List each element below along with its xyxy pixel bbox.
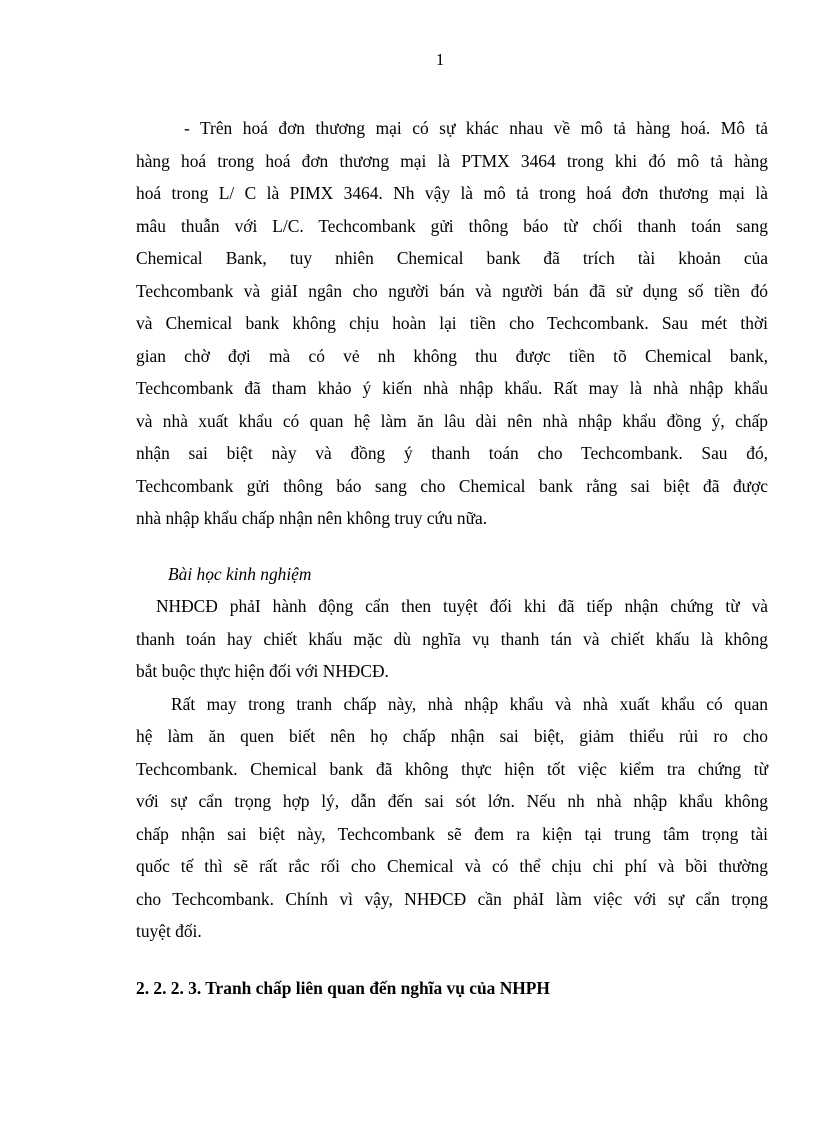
text-line: hệ làm ăn quen biết nên họ chấp nhận sai biệt, giảm thiểu rủi ro cho bbox=[136, 726, 768, 746]
text-line: hoá trong L/ C là PIMX 3464. Nh vậy là mô tả trong hoá đơn thương mại là bbox=[136, 183, 768, 203]
text-line: bắt buộc thực hiện đối với NHĐCĐ. bbox=[136, 661, 389, 681]
text-line: hàng hoá trong hoá đơn thương mại là PTMX 3464 trong khi đó mô tả hàng bbox=[136, 150, 768, 171]
text-line: gian chờ đợi mà có vẻ nh không thu được tiền tõ Chemical bank, bbox=[136, 345, 768, 366]
section-heading: 2. 2. 2. 3. Tranh chấp liên quan đến nghĩa vụ của NHPH bbox=[136, 977, 550, 998]
text-line: nhận sai biệt này và đồng ý thanh toán cho Techcombank. Sau đó, bbox=[136, 443, 768, 463]
text-line: - Trên hoá đơn thương mại có sự khác nhau về mô tả hàng hoá. Mô tả bbox=[184, 118, 768, 138]
text-line: thanh toán hay chiết khấu mặc dù nghĩa vụ thanh tán và chiết khấu là không bbox=[136, 628, 768, 649]
paragraph-invoice-discrepancy bbox=[136, 112, 768, 535]
text-line: NHĐCĐ phảI hành động cẩn then tuyệt đối khi đã tiếp nhận chứng từ và bbox=[156, 596, 768, 616]
document-body bbox=[136, 112, 768, 1004]
text-line: với sự cẩn trọng hợp lý, dẫn đến sai sót lớn. Nếu nh nhà nhập khẩu không bbox=[136, 791, 768, 811]
lesson-heading: Bài học kinh nghiệm bbox=[168, 563, 312, 584]
text-line: tuyệt đối. bbox=[136, 921, 202, 941]
text-line: mâu thuẫn với L/C. Techcombank gửi thông báo từ chối thanh toán sang bbox=[136, 215, 768, 236]
page-number: 1 bbox=[435, 50, 445, 69]
text-line: cho Techcombank. Chính vì vậy, NHĐCĐ cần phảI làm việc với sự cẩn trọng bbox=[136, 888, 768, 909]
text-line: quốc tế thì sẽ rất rắc rối cho Chemical và có thể chịu chi phí và bồi thường bbox=[136, 856, 768, 876]
text-line: Techcombank. Chemical bank đã không thực hiện tốt việc kiểm tra chứng từ bbox=[136, 758, 768, 779]
paragraph-lesson-1 bbox=[136, 590, 768, 688]
text-line: nhà nhập khẩu chấp nhận nên không truy cứu nữa. bbox=[136, 508, 488, 528]
text-line: Chemical Bank, tuy nhiên Chemical bank đã trích tài khoản của bbox=[136, 248, 768, 268]
text-line: Techcombank và giảI ngân cho người bán và người bán đã sử dụng số tiền đó bbox=[136, 280, 768, 301]
text-line: Rất may trong tranh chấp này, nhà nhập khẩu và nhà xuất khẩu có quan bbox=[171, 693, 768, 714]
text-line: và Chemical bank không chịu hoàn lại tiền cho Techcombank. Sau mét thời bbox=[136, 313, 768, 333]
text-line: chấp nhận sai biệt này, Techcombank sẽ đem ra kiện tại trung tâm trọng tài bbox=[136, 823, 768, 844]
text-line: và nhà xuất khẩu có quan hệ làm ăn lâu dài nên nhà nhập khẩu đồng ý, chấp bbox=[136, 410, 768, 431]
paragraph-lesson-2 bbox=[136, 688, 768, 948]
text-line: Techcombank đã tham khảo ý kiến nhà nhập khẩu. Rất may là nhà nhập khẩu bbox=[136, 378, 768, 398]
text-line: Techcombank gửi thông báo sang cho Chemical bank rằng sai biệt đã được bbox=[136, 475, 768, 496]
